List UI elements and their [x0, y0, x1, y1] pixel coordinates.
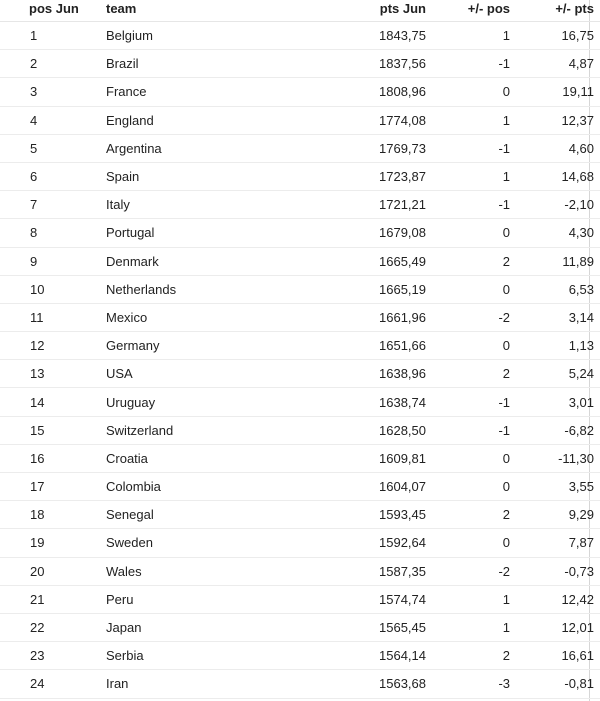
cell-team: Senegal [103, 501, 356, 529]
header-pts-change[interactable]: +/- pts [510, 0, 600, 22]
cell-team: Sweden [103, 529, 356, 557]
cell-team: Serbia [103, 642, 356, 670]
cell-team: Iran [103, 670, 356, 698]
cell-pos-change: -1 [426, 388, 510, 416]
table-row [0, 275, 600, 303]
cell-pos: 23 [0, 642, 103, 670]
table-row [0, 78, 600, 106]
header-pos-change[interactable]: +/- pos [426, 0, 510, 22]
table-row [0, 162, 600, 190]
cell-pts: 1679,08 [356, 219, 426, 247]
cell-pts: 1843,75 [356, 22, 426, 50]
table-row [0, 444, 600, 472]
table-header-row [0, 0, 600, 22]
cell-pos-change: 1 [426, 613, 510, 641]
cell-pts-change: -6,82 [510, 416, 600, 444]
cell-pos-change: -2 [426, 303, 510, 331]
table-row [0, 585, 600, 613]
cell-pos: 2 [0, 50, 103, 78]
cell-team: England [103, 106, 356, 134]
cell-pos-change: -1 [426, 134, 510, 162]
table-row [0, 473, 600, 501]
cell-pts-change: 11,89 [510, 247, 600, 275]
table-row [0, 219, 600, 247]
cell-pts: 1563,68 [356, 670, 426, 698]
cell-team: Wales [103, 557, 356, 585]
cell-team: Italy [103, 191, 356, 219]
cell-team: Switzerland [103, 416, 356, 444]
header-pos[interactable]: pos Jun [0, 0, 103, 22]
table-row [0, 134, 600, 162]
cell-team: Mexico [103, 303, 356, 331]
cell-pos: 17 [0, 473, 103, 501]
cell-team: Portugal [103, 219, 356, 247]
cell-pos-change: -3 [426, 670, 510, 698]
cell-pts-change: 3,14 [510, 303, 600, 331]
table-row [0, 613, 600, 641]
cell-pos: 10 [0, 275, 103, 303]
table-row [0, 332, 600, 360]
table-row [0, 50, 600, 78]
cell-pts: 1665,49 [356, 247, 426, 275]
cell-pts-change: -0,81 [510, 670, 600, 698]
table-row [0, 22, 600, 50]
cell-pos-change: 0 [426, 78, 510, 106]
table-row [0, 557, 600, 585]
cell-pts-change: 16,61 [510, 642, 600, 670]
cell-pts: 1808,96 [356, 78, 426, 106]
cell-pos: 7 [0, 191, 103, 219]
cell-pts: 1564,14 [356, 642, 426, 670]
cell-team: Argentina [103, 134, 356, 162]
cell-pts: 1592,64 [356, 529, 426, 557]
cell-pts: 1837,56 [356, 50, 426, 78]
cell-pts: 1665,19 [356, 275, 426, 303]
cell-pts-change: 4,87 [510, 50, 600, 78]
cell-pos-change: 1 [426, 106, 510, 134]
cell-pts-change: -0,73 [510, 557, 600, 585]
cell-pts-change: 7,87 [510, 529, 600, 557]
cell-team: Uruguay [103, 388, 356, 416]
cell-pos: 1 [0, 22, 103, 50]
cell-team: USA [103, 360, 356, 388]
cell-pos: 14 [0, 388, 103, 416]
cell-pts-change: -11,30 [510, 444, 600, 472]
cell-pos-change: 0 [426, 529, 510, 557]
cell-pos-change: 0 [426, 332, 510, 360]
table-row [0, 529, 600, 557]
cell-pos: 19 [0, 529, 103, 557]
cell-pos: 11 [0, 303, 103, 331]
cell-pos: 3 [0, 78, 103, 106]
cell-pos: 21 [0, 585, 103, 613]
cell-team: Spain [103, 162, 356, 190]
cell-pos-change: 0 [426, 219, 510, 247]
cell-pos-change: -2 [426, 557, 510, 585]
cell-pts: 1774,08 [356, 106, 426, 134]
cell-pos: 13 [0, 360, 103, 388]
cell-pos-change: 1 [426, 585, 510, 613]
cell-team: Brazil [103, 50, 356, 78]
cell-pts-change: -2,10 [510, 191, 600, 219]
cell-pts: 1721,21 [356, 191, 426, 219]
cell-pts: 1587,35 [356, 557, 426, 585]
cell-pts-change: 9,29 [510, 501, 600, 529]
cell-pos: 15 [0, 416, 103, 444]
cell-team: Colombia [103, 473, 356, 501]
table-row [0, 106, 600, 134]
cell-pos-change: -1 [426, 191, 510, 219]
cell-pts-change: 14,68 [510, 162, 600, 190]
cell-pts-change: 4,30 [510, 219, 600, 247]
cell-pts-change: 19,11 [510, 78, 600, 106]
cell-pos-change: 0 [426, 473, 510, 501]
cell-team: France [103, 78, 356, 106]
cell-pos-change: 0 [426, 275, 510, 303]
table-row [0, 416, 600, 444]
cell-team: Denmark [103, 247, 356, 275]
cell-team: Croatia [103, 444, 356, 472]
cell-team: Netherlands [103, 275, 356, 303]
header-pts[interactable]: pts Jun [356, 0, 426, 22]
cell-pts: 1628,50 [356, 416, 426, 444]
cell-pos-change: 2 [426, 501, 510, 529]
cell-pos: 8 [0, 219, 103, 247]
cell-pts: 1638,74 [356, 388, 426, 416]
cell-pts: 1609,81 [356, 444, 426, 472]
cell-team: Peru [103, 585, 356, 613]
cell-pos: 9 [0, 247, 103, 275]
cell-pts-change: 3,55 [510, 473, 600, 501]
cell-pos: 4 [0, 106, 103, 134]
cell-pts: 1651,66 [356, 332, 426, 360]
cell-pts: 1661,96 [356, 303, 426, 331]
cell-pts: 1604,07 [356, 473, 426, 501]
table-body [0, 22, 600, 699]
cell-pos: 5 [0, 134, 103, 162]
cell-pos: 16 [0, 444, 103, 472]
cell-pos-change: 2 [426, 360, 510, 388]
cell-pts: 1769,73 [356, 134, 426, 162]
cell-pos-change: -1 [426, 416, 510, 444]
cell-pts-change: 4,60 [510, 134, 600, 162]
cell-pts-change: 3,01 [510, 388, 600, 416]
cell-pts: 1638,96 [356, 360, 426, 388]
header-team[interactable]: team [103, 0, 356, 22]
cell-pos: 20 [0, 557, 103, 585]
cell-pts-change: 1,13 [510, 332, 600, 360]
cell-pts-change: 12,01 [510, 613, 600, 641]
cell-pos: 6 [0, 162, 103, 190]
table-row [0, 501, 600, 529]
cell-team: Japan [103, 613, 356, 641]
cell-pos: 18 [0, 501, 103, 529]
cell-pos: 24 [0, 670, 103, 698]
cell-pts: 1593,45 [356, 501, 426, 529]
cell-pts-change: 12,37 [510, 106, 600, 134]
cell-pts: 1723,87 [356, 162, 426, 190]
cell-pts-change: 6,53 [510, 275, 600, 303]
cell-pts-change: 5,24 [510, 360, 600, 388]
table-row [0, 247, 600, 275]
cell-pts-change: 12,42 [510, 585, 600, 613]
cell-pos-change: 2 [426, 642, 510, 670]
table-row [0, 360, 600, 388]
cell-pts-change: 16,75 [510, 22, 600, 50]
table-row [0, 191, 600, 219]
cell-pos-change: -1 [426, 50, 510, 78]
cell-pts: 1565,45 [356, 613, 426, 641]
cell-pos: 12 [0, 332, 103, 360]
cell-team: Germany [103, 332, 356, 360]
cell-pos-change: 0 [426, 444, 510, 472]
cell-pos-change: 1 [426, 162, 510, 190]
cell-team: Belgium [103, 22, 356, 50]
table-row [0, 303, 600, 331]
cell-pos-change: 1 [426, 22, 510, 50]
cell-pos-change: 2 [426, 247, 510, 275]
table-row [0, 670, 600, 698]
table-row [0, 388, 600, 416]
cell-pos: 22 [0, 613, 103, 641]
cell-pts: 1574,74 [356, 585, 426, 613]
table-row [0, 642, 600, 670]
